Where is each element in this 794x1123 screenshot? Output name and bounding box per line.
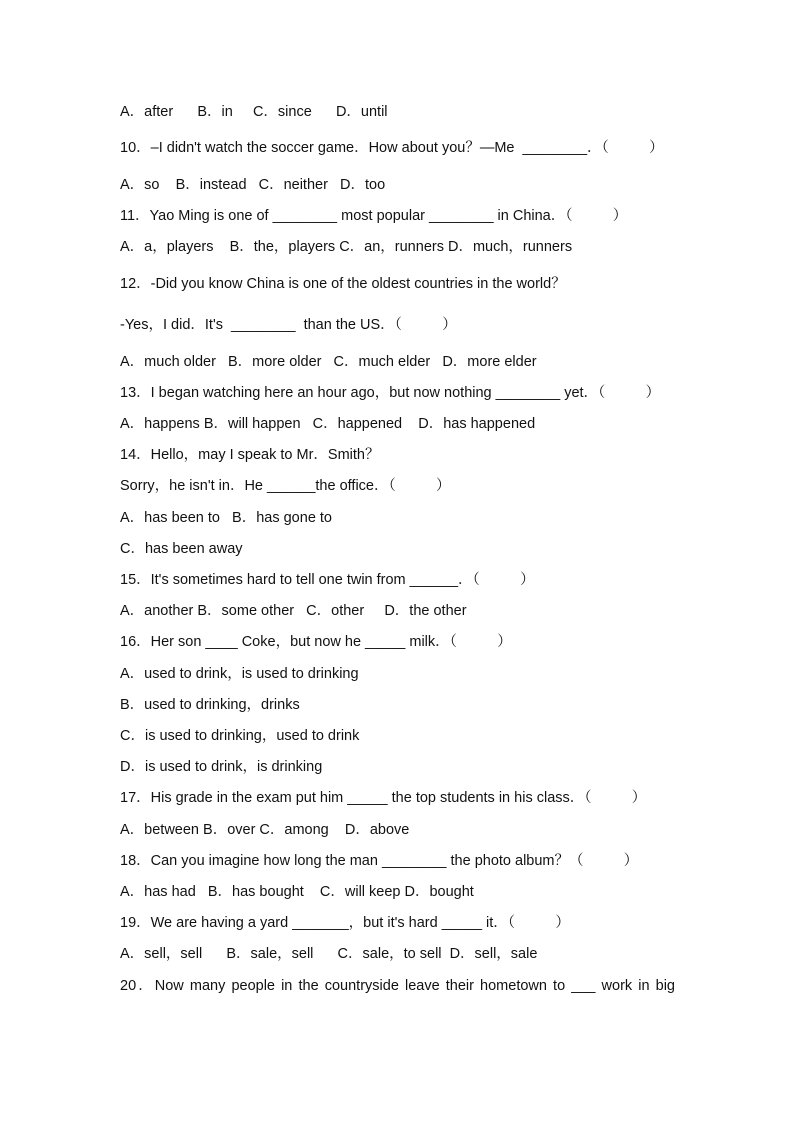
options-q13: A．happens B．will happen C．happened D．has happened <box>120 416 536 432</box>
question-20: 20．Now many people in the countryside leave their hometown to ___ work in big <box>120 978 675 994</box>
question-16: 16．Her son ____ Coke，but now he _____ milk．（ ） <box>120 634 512 650</box>
options-q11: A．a，players B．the，players C．an，runners D．much，runners <box>120 239 573 255</box>
question-18: 18．Can you imagine how long the man ________ the photo album？（ ） <box>120 853 639 869</box>
options-q15: A．another B．some other C．other D．the other <box>120 603 467 619</box>
question-12-response: -Yes，I did．It's ________ than the US．（ ） <box>120 317 457 333</box>
question-19: 19．We are having a yard _______，but it's hard _____ it．（ ） <box>120 915 570 931</box>
options-q14-ab: A．has been to B．has gone to <box>120 510 332 526</box>
question-17: 17．His grade in the exam put him _____ the top students in his class．（ ） <box>120 790 647 806</box>
option-q16-c: C．is used to drinking，used to drink <box>120 728 360 744</box>
option-q16-b: B．used to drinking，drinks <box>120 697 300 713</box>
question-10: 10．–I didn't watch the soccer game．How about you？—Me ________．（ ） <box>120 140 664 156</box>
options-q17: A．between B．over C．among D．above <box>120 822 410 838</box>
options-q18: A．has had B．has bought C．will keep D．bought <box>120 884 474 900</box>
options-q19: A．sell，sell B．sale，sell C．sale，to sell D．sell，sale <box>120 946 538 962</box>
question-15: 15．It's sometimes hard to tell one twin from ______．（ ） <box>120 572 535 588</box>
question-11: 11．Yao Ming is one of ________ most popular ________ in China．（ ） <box>120 208 628 224</box>
options-q14-c: C．has been away <box>120 541 243 557</box>
question-13: 13．I began watching here an hour ago，but now nothing ________ yet．（ ） <box>120 385 661 401</box>
options-q9: A．after B．in C．since D．until <box>120 104 388 120</box>
option-q16-d: D．is used to drink，is drinking <box>120 759 323 775</box>
options-q12: A．much older B．more older C．much elder D．more elder <box>120 354 537 370</box>
question-14-response: Sorry，he isn't in．He ______the office．（ ） <box>120 478 451 494</box>
option-q16-a: A．used to drink，is used to drinking <box>120 666 359 682</box>
options-q10: A．so B．instead C．neither D．too <box>120 177 386 193</box>
question-14: 14．Hello，may I speak to Mr．Smith？ <box>120 447 380 463</box>
question-12: 12．-Did you know China is one of the oldest countries in the world？ <box>120 276 566 292</box>
